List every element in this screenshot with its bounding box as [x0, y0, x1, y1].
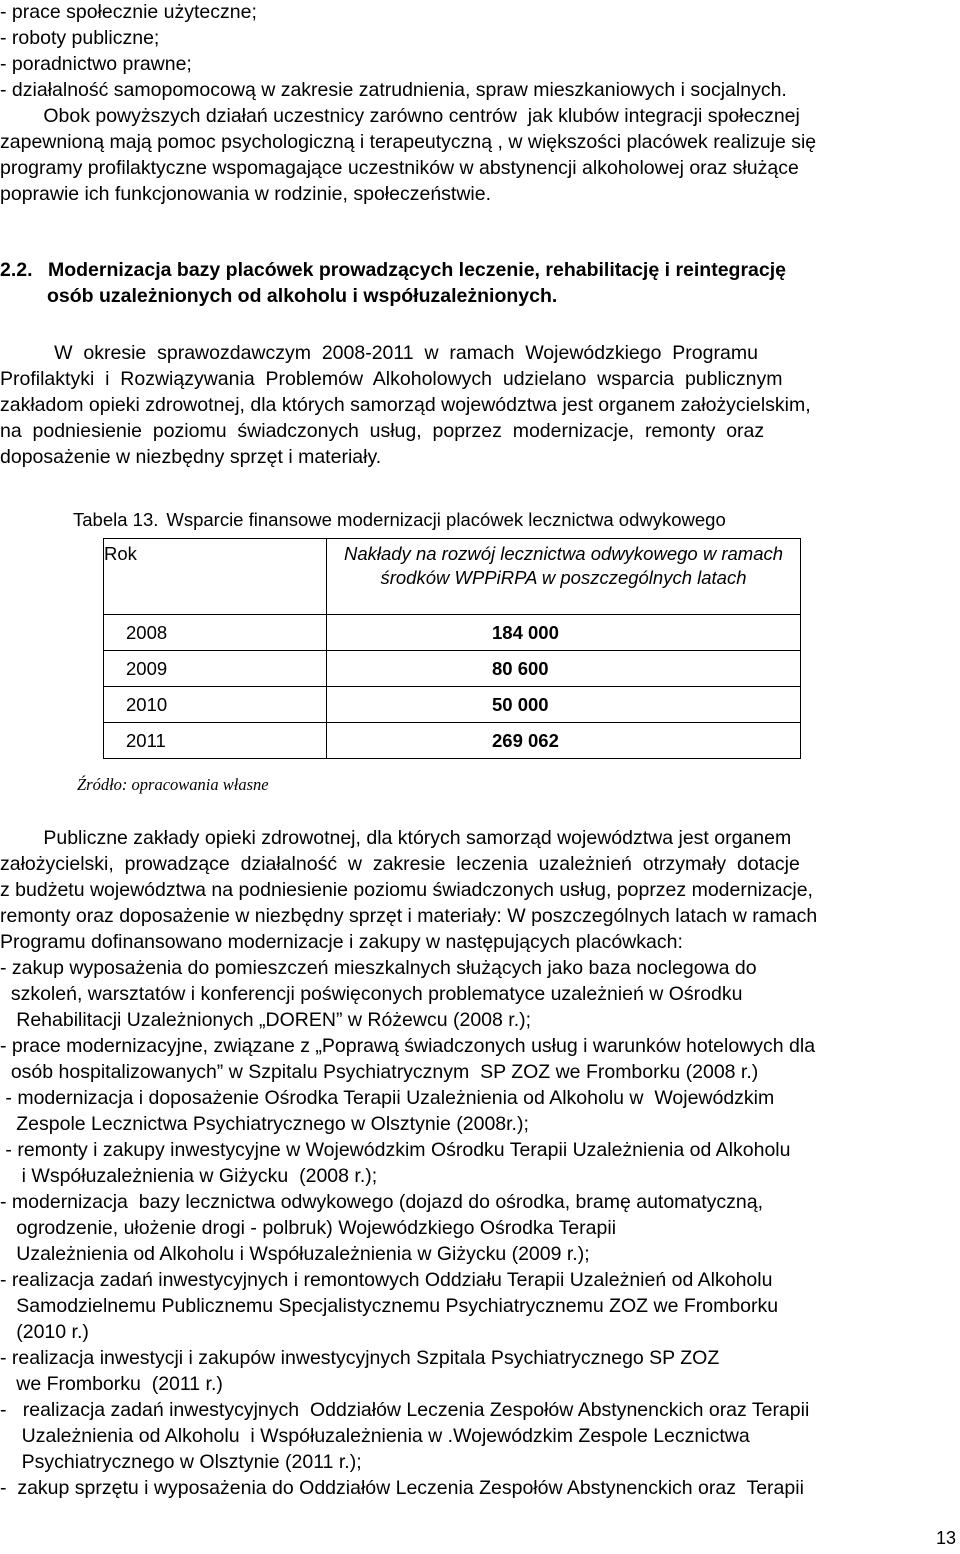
list-item: Uzależnienia od Alkoholu i Współuzależnienia w Giżycku (2009 r.);	[0, 1243, 590, 1265]
list-item: - realizacja zadań inwestycyjnych Oddziałów Leczenia Zespołów Abstynenckich oraz Terapii	[0, 1399, 810, 1421]
year-cell: 2009	[104, 651, 327, 687]
list-item: - modernizacja i doposażenie Ośrodka Terapii Uzależnienia od Alkoholu w Wojewódzkim	[0, 1087, 775, 1109]
paragraph-line: remonty oraz doposażenie w niezbędny sprzęt i materiały: W poszczególnych latach w ramach	[0, 905, 818, 927]
paragraph-line: Publiczne zakłady opieki zdrowotnej, dla których samorząd województwa jest organem	[0, 827, 792, 849]
table-caption-label: Tabela 13.	[73, 509, 159, 530]
table-row	[104, 687, 801, 723]
list-item: - realizacja inwestycji i zakupów inwestycyjnych Szpitala Psychiatrycznego SP ZOZ	[0, 1347, 720, 1369]
page-number: 13	[935, 1528, 956, 1548]
list-item: - zakup wyposażenia do pomieszczeń mieszkalnych służących jako baza noclegowa do	[0, 957, 757, 979]
value-cell: 80 600	[327, 651, 801, 687]
table-row	[104, 723, 801, 759]
paragraph-line: Programu dofinansowano modernizacje i zakupy w następujących placówkach:	[0, 931, 683, 953]
paragraph-line: z budżetu województwa na podniesienie poziomu świadczonych usług, poprzez modernizacje,	[0, 879, 813, 901]
paragraph-line: doposażenie w niezbędny sprzęt i materiały.	[0, 446, 382, 468]
list-item: - prace społecznie użyteczne;	[0, 1, 257, 23]
list-item: - realizacja zadań inwestycyjnych i remontowych Oddziału Terapii Uzależnień od Alkoholu	[0, 1269, 773, 1291]
table-header-row	[104, 539, 801, 615]
paragraph-line: zakładom opieki zdrowotnej, dla których samorząd województwa jest organem założycielskim,	[0, 394, 811, 416]
funding-table	[103, 538, 801, 759]
table-row	[104, 651, 801, 687]
list-item: - prace modernizacyjne, związane z „Poprawą świadczonych usług i warunków hotelowych dla	[0, 1035, 816, 1057]
list-item: ogrodzenie, ułożenie drogi - polbruk) Wojewódzkiego Ośrodka Terapii	[0, 1217, 617, 1239]
value-cell: 184 000	[327, 615, 801, 651]
list-item: - modernizacja bazy lecznictwa odwykowego (dojazd do ośrodka, bramę automatyczną,	[0, 1191, 764, 1213]
list-item: (2010 r.)	[0, 1321, 89, 1343]
table-source: Źródło: opracowania własne	[77, 775, 269, 794]
year-cell: 2008	[104, 615, 327, 651]
list-item: Uzależnienia od Alkoholu i Współuzależnienia w .Wojewódzkim Zespole Lecznictwa	[0, 1425, 750, 1447]
list-item: szkoleń, warsztatów i konferencji poświęconych problematyce uzależnień w Ośrodku	[0, 983, 743, 1005]
header-year: Rok	[104, 539, 327, 615]
list-item: - remonty i zakupy inwestycyjne w Wojewódzkim Ośrodku Terapii Uzależnienia od Alkoholu	[0, 1139, 791, 1161]
table-caption-text: Wsparcie finansowe modernizacji placówek lecznictwa odwykowego	[166, 509, 726, 530]
paragraph-line: Profilaktyki i Rozwiązywania Problemów Alkoholowych udzielano wsparcia publicznym	[0, 368, 783, 390]
list-item: - roboty publiczne;	[0, 27, 160, 49]
year-cell: 2011	[104, 723, 327, 759]
paragraph-line: programy profilaktyczne wspomagające uczestników w abstynencji alkoholowej oraz służące	[0, 157, 799, 179]
list-item: we Fromborku (2011 r.)	[0, 1373, 223, 1395]
list-item: Zespole Lecznictwa Psychiatrycznego w Olsztynie (2008r.);	[0, 1113, 529, 1135]
section-title-line-2: osób uzależnionych od alkoholu i współuzależnionych.	[47, 285, 558, 307]
table-caption	[73, 507, 734, 534]
list-item: osób hospitalizowanych” w Szpitalu Psychiatrycznym SP ZOZ we Fromborku (2008 r.)	[0, 1061, 759, 1083]
header-description-line-2: środków WPPiRPA w poszczególnych latach	[380, 567, 747, 588]
list-item: - działalność samopomocową w zakresie zatrudnienia, spraw mieszkaniowych i socjalnych.	[0, 79, 787, 101]
list-item: Samodzielnemu Publicznemu Specjalistycznemu Psychiatrycznemu ZOZ we Fromborku	[0, 1295, 779, 1317]
section-heading	[0, 257, 786, 284]
paragraph-line: Obok powyższych działań uczestnicy zarówno centrów jak klubów integracji społecznej	[0, 105, 800, 127]
list-item: - poradnictwo prawne;	[0, 53, 192, 75]
paragraph-line: na podniesienie poziomu świadczonych usług, poprzez modernizacje, remonty oraz	[0, 420, 765, 442]
table-row	[104, 615, 801, 651]
paragraph-line: założycielski, prowadzące działalność w zakresie leczenia uzależnień otrzymały dotacje	[0, 853, 800, 875]
section-title-line-1: Modernizacja bazy placówek prowadzących leczenie, rehabilitację i reintegrację	[47, 259, 786, 281]
list-item: i Współuzależnienia w Giżycku (2008 r.);	[0, 1165, 378, 1187]
paragraph-line: W okresie sprawozdawczym 2008-2011 w ramach Wojewódzkiego Programu	[0, 342, 758, 364]
section-number: 2.2.	[0, 259, 33, 281]
header-description-line-1: Nakłady na rozwój lecznictwa odwykowego w ramach	[343, 543, 784, 564]
list-item: Rehabilitacji Uzależnionych „DOREN” w Różewcu (2008 r.);	[0, 1009, 532, 1031]
paragraph-line: zapewnioną mają pomoc psychologiczną i terapeutyczną , w większości placówek realizuje się	[0, 131, 817, 153]
list-item: - zakup sprzętu i wyposażenia do Oddziałów Leczenia Zespołów Abstynenckich oraz Terapii	[0, 1477, 804, 1499]
header-description	[327, 539, 801, 615]
list-item: Psychiatrycznego w Olsztynie (2011 r.);	[0, 1451, 362, 1473]
year-cell: 2010	[104, 687, 327, 723]
paragraph-line: poprawie ich funkcjonowania w rodzinie, społeczeństwie.	[0, 183, 492, 205]
value-cell: 50 000	[327, 687, 801, 723]
value-cell: 269 062	[327, 723, 801, 759]
